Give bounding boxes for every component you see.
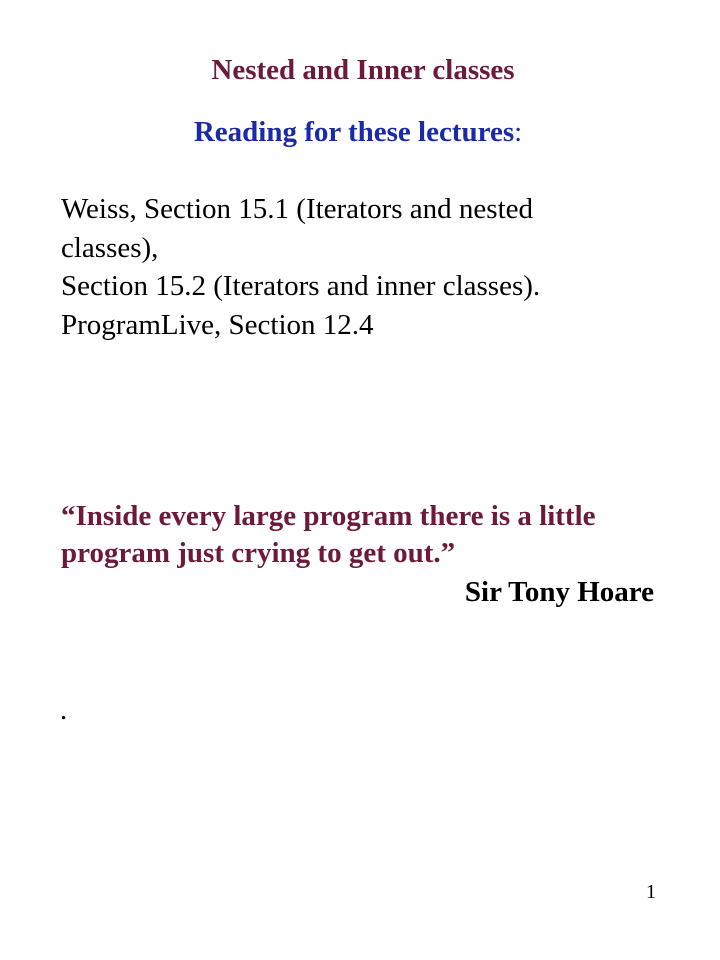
reference-line: ProgramLive, Section 12.4 [61,308,374,341]
slide-title: Nested and Inner classes [211,54,515,86]
reading-references [61,190,681,344]
reference-line: classes), [61,231,159,264]
page-number: 1 [646,881,656,903]
quote-line: “Inside every large program there is a little [61,500,596,532]
reference-line: Section 15.2 (Iterators and inner classes). [61,270,541,302]
stray-dot: . [60,694,68,726]
reading-label: Reading for these lectures [193,116,515,148]
reading-colon: : [514,116,523,148]
reference-line: Weiss, Section 15.1 (Iterators and nested [61,193,534,225]
reading-heading [0,114,716,150]
quote-author: Sir Tony Hoare [464,576,654,608]
quote-line: program just crying to get out.” [61,537,456,569]
quote-block [61,498,681,572]
